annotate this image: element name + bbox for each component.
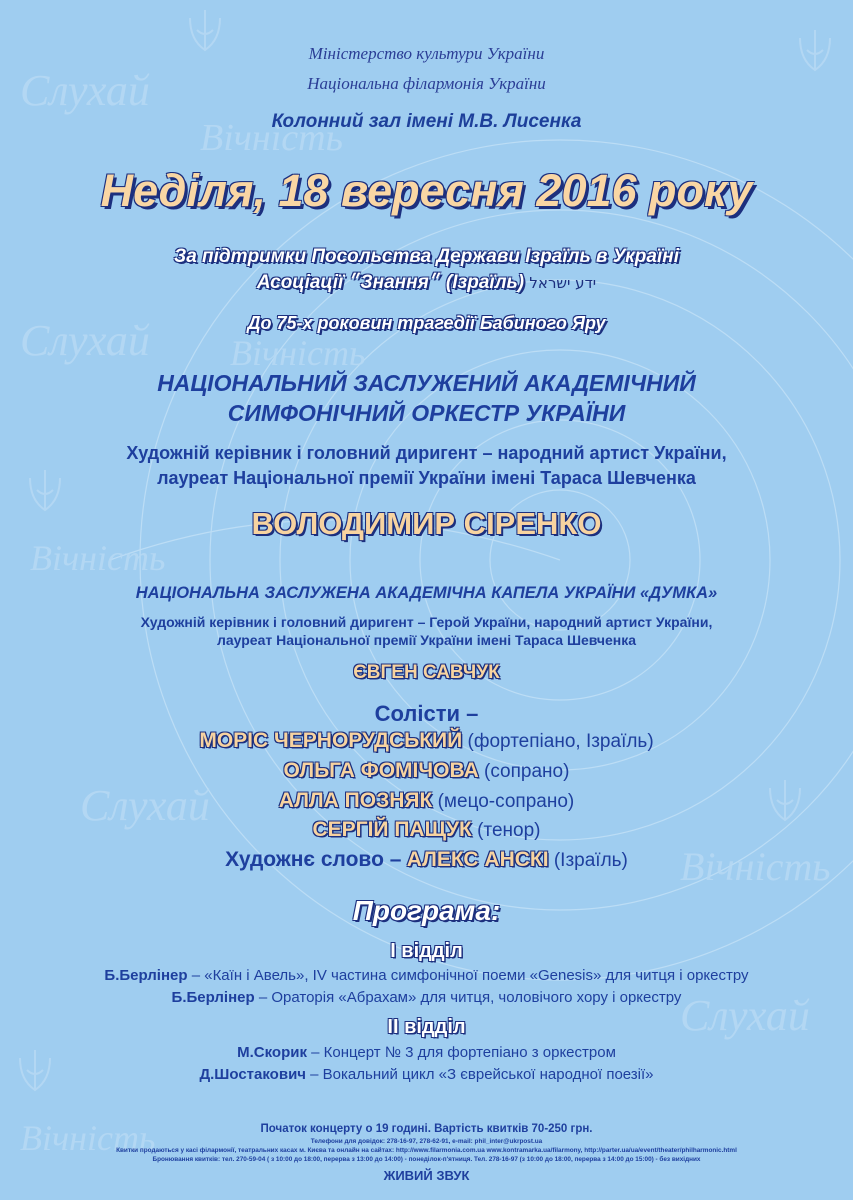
support-line-2 <box>0 272 853 294</box>
watermark-word: Вічність <box>200 117 343 159</box>
watermark-word: Вічність <box>230 333 366 373</box>
soloist-row <box>0 789 853 813</box>
watermark-word: Вічність <box>680 844 831 889</box>
soloist-role: (тенор) <box>477 820 541 841</box>
soloist-name: ОЛЬГА ФОМІЧОВА <box>283 759 479 782</box>
ministry-name: Міністерство культури України <box>308 44 545 63</box>
footer-phones: Телефони для довідок: 278-16-97, 278-62-91, e-mail: phil_inter@ukrpost.ua <box>310 1138 543 1145</box>
program-work: – Ораторія «Абрахам» для читця, чоловічого хору і оркестру <box>254 989 682 1006</box>
hall-name: Колонний зал імені М.В. Лисенка <box>271 111 582 132</box>
footer-tickets: Квитки продаються у касі філармонії, театральних касах м. Києва та онлайн на сайтах: http://www.filarmonia.com.ua www.kontramarka.ua/filarmony, http://parter.ua/ua/event/theater/philharmonic.html <box>116 1147 737 1154</box>
philharmonic-name: Національна філармонія України <box>307 74 546 93</box>
choir-name: НАЦІОНАЛЬНА ЗАСЛУЖЕНА АКАДЕМІЧНА КАПЕЛА УКРАЇНИ «ДУМКА» <box>135 584 718 602</box>
program-composer: Б.Берлінер <box>104 967 188 984</box>
concert-date: Неділя, 18 вересня 2016 року <box>100 165 753 216</box>
soloist-row <box>0 729 853 753</box>
live-sound: ЖИВИЙ ЗВУК <box>383 1168 470 1183</box>
watermark-word: Слухай <box>80 781 210 830</box>
program-composer: М.Скорик <box>237 1044 307 1061</box>
watermark-word: Слухай <box>680 991 810 1040</box>
support-hebrew: ידע ישראל <box>529 274 597 292</box>
orchestra-name-line-1: НАЦІОНАЛЬНИЙ ЗАСЛУЖЕНИЙ АКАДЕМІЧНИЙ <box>157 370 696 396</box>
part-2-title: ІІ відділ <box>387 1016 466 1038</box>
footer-booking: Бронювання квитків: тел. 270-59-04 ( з 10:00 до 18:00, перерва з 13:00 до 14:00) - понеділок-п'ятниця. Тел. 278-16-97 (з 10:00 до 18:00, перерва з 14:00 до 15:00) - без вихідних <box>152 1156 701 1163</box>
support-association: Асоціації ״Знання״ (Ізраїль) <box>256 272 525 293</box>
program-work: – Вокальний цикл «З єврейської народної поезії» <box>306 1066 654 1083</box>
reader-label: Художнє слово – <box>225 848 402 871</box>
anniversary-text: До 75-х роковин трагедії Бабиного Яру <box>247 313 606 333</box>
orchestra-director-line-2: лауреат Національної премії України імені Тараса Шевченка <box>157 468 696 488</box>
choir-conductor: ЄВГЕН САВЧУК <box>353 662 500 683</box>
orchestra-name-line-2: СИМФОНІЧНИЙ ОРКЕСТР УКРАЇНИ <box>227 400 626 426</box>
watermark-word: Слухай <box>20 66 150 115</box>
watermark-word: Вічність <box>20 1118 156 1158</box>
orchestra-conductor: ВОЛОДИМИР СІРЕНКО <box>251 506 602 541</box>
program-item <box>0 1044 853 1061</box>
choir-director-line-1: Художній керівник і головний диригент – Герой України, народний артист України, <box>140 614 713 630</box>
program-item <box>0 1066 853 1083</box>
soloist-row <box>0 818 853 842</box>
program-composer: Б.Берлінер <box>171 989 255 1006</box>
soloist-name: МОРІС ЧЕРНОРУДСЬКИЙ <box>199 729 463 752</box>
reader-row <box>0 848 853 872</box>
program-item <box>0 989 853 1006</box>
start-time-price: Початок концерту о 19 годині. Вартість квитків 70-250 грн. <box>260 1123 593 1135</box>
program-composer: Д.Шостакович <box>199 1066 306 1083</box>
reader-name: АЛЕКС АНСКІ <box>406 848 549 871</box>
orchestra-director-line-1: Художній керівник і головний диригент – народний артист України, <box>126 443 727 463</box>
watermark-word: Слухай <box>20 316 150 365</box>
program-work: – «Каїн і Авель», IV частина симфонічної поеми «Genesis» для читця і оркестру <box>187 967 749 984</box>
soloist-role: (сопрано) <box>484 761 570 782</box>
soloist-name: СЕРГІЙ ПАЩУК <box>312 818 472 841</box>
reader-role: (Ізраїль) <box>553 850 628 871</box>
soloist-role: (фортепіано, Ізраїль) <box>467 731 654 752</box>
soloist-name: АЛЛА ПОЗНЯК <box>278 789 433 812</box>
program-item <box>0 967 853 984</box>
support-line-1: За підтримки Посольства Держави Ізраїль в Україні <box>173 246 680 267</box>
soloists-title: Солісти – <box>374 701 479 726</box>
watermark-word: Вічність <box>30 538 166 578</box>
soloist-row <box>0 759 853 783</box>
program-work: – Концерт № 3 для фортепіано з оркестром <box>306 1044 616 1061</box>
program-title: Програма: <box>352 895 501 926</box>
part-1-title: І відділ <box>390 940 463 962</box>
soloist-role: (мецо-сопрано) <box>437 791 575 812</box>
choir-director-line-2: лауреат Національної премії України імені Тараса Шевченка <box>216 632 637 648</box>
